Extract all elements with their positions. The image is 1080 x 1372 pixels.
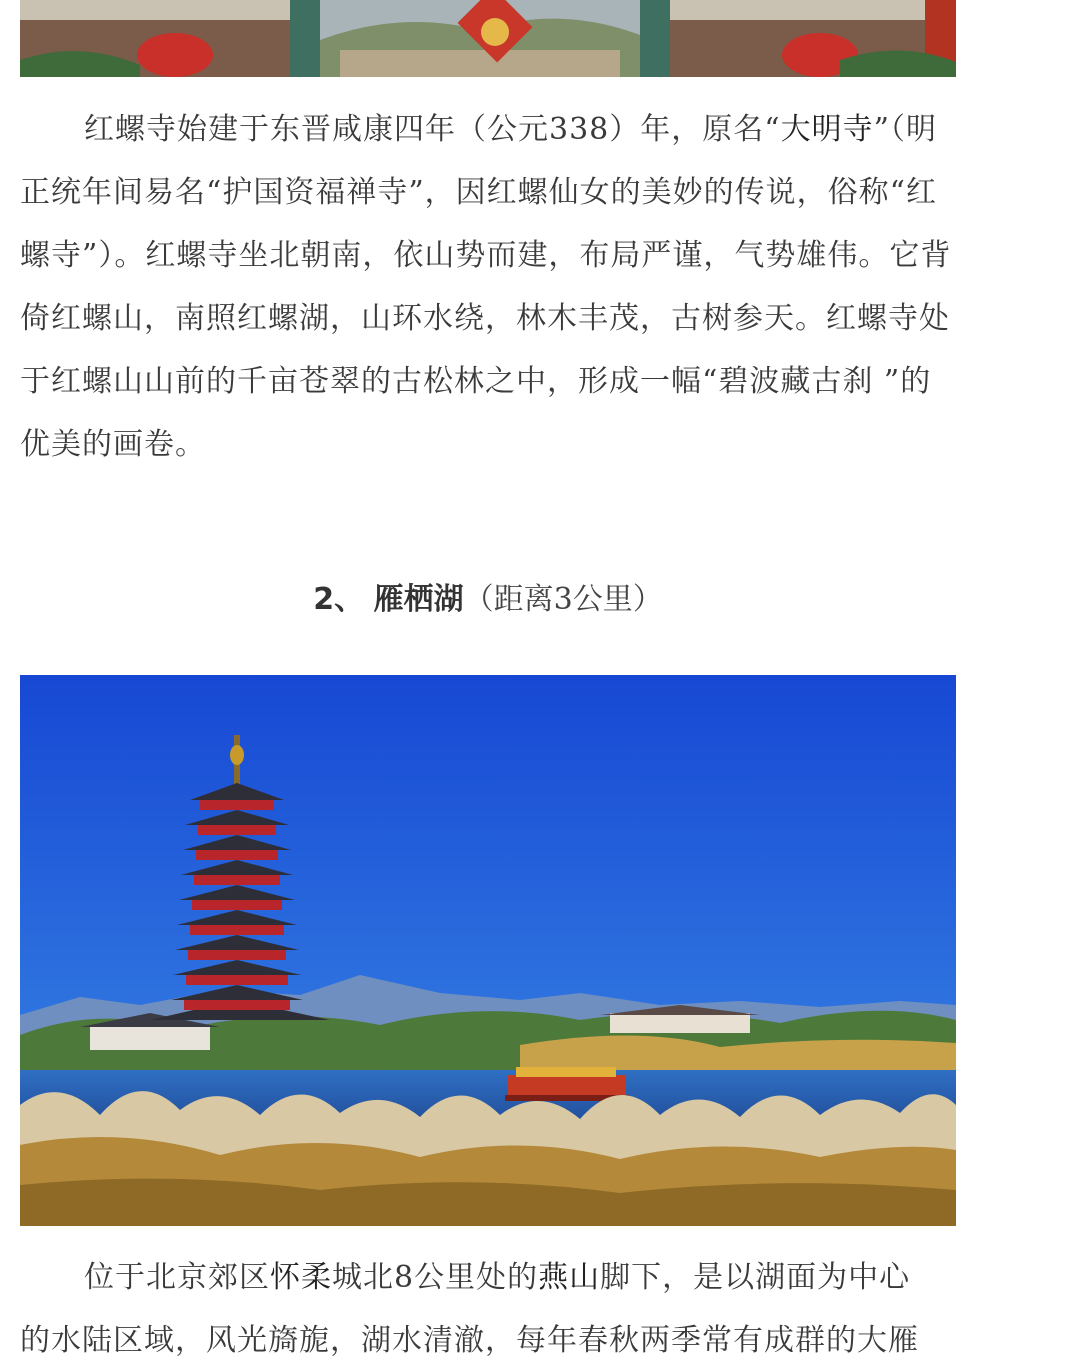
section-distance: （距离3公里） — [463, 582, 663, 617]
para1-text-a: 红螺寺始建于东晋咸康四年（公元338）年，原名“ — [84, 112, 781, 147]
temple-gate-photo — [20, 0, 956, 77]
para2-text-a: 位于北京郊区 — [84, 1260, 270, 1295]
para2-highlight-huairou: 怀柔 — [270, 1260, 332, 1295]
para2-text-b: 城北8公里处的 — [332, 1260, 539, 1295]
yanqi-lake-description-paragraph — [20, 1246, 960, 1372]
section-title: 雁栖湖 — [373, 582, 464, 617]
para2-text-c: 脚下，是以湖面为中心 — [600, 1260, 911, 1295]
section-heading-yanqi-lake — [0, 575, 976, 625]
para2-line-2: 的水陆区域，风光旖旎，湖水清澈，每年春秋两季常有成群的大雁 — [20, 1323, 919, 1358]
para2-line-1 — [20, 1246, 960, 1309]
pagoda-lake-image — [20, 675, 956, 1226]
yanqi-lake-photo — [20, 675, 956, 1226]
para1-text-b: ”（明正统年间易名“护国资福禅寺”，因红螺仙女的美妙的传说，俗称“红螺寺”）。红螺寺坐北朝南，依山势而建，布局严谨，气势雄伟。它背倚红螺山，南照红螺湖，山环水绕，林木丰茂，古树参天。红螺寺处于红螺山山前的千亩苍翠的古松林之中，形成一幅“碧波藏古刹 ”的优美的画卷。 — [20, 112, 952, 462]
para1-highlight-daming: 大明寺 — [780, 112, 874, 147]
section-number: 2、 — [313, 582, 365, 617]
para2-highlight-yanshan: 燕山 — [538, 1260, 601, 1295]
temple-description-paragraph — [20, 98, 960, 476]
temple-gate-image — [20, 0, 956, 77]
